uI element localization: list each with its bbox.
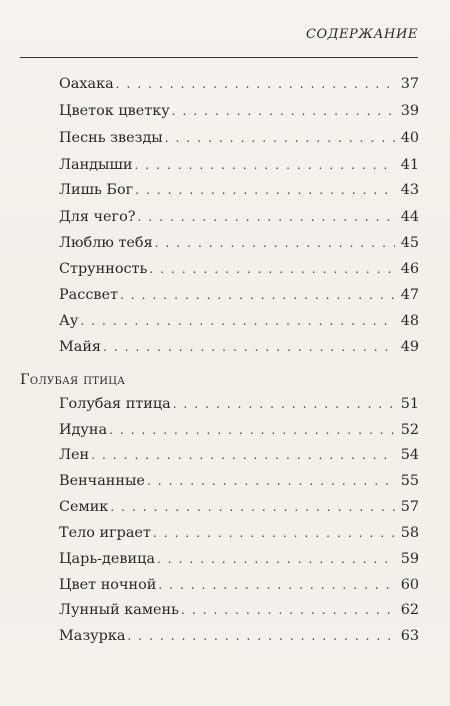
toc-entry[interactable] [59,76,419,92]
toc-entry-page: 60 [400,577,419,593]
toc-entry-page: 48 [400,313,419,329]
dot-leader [103,339,395,355]
toc-entry[interactable] [59,209,419,225]
toc-entry-page: 51 [400,396,419,412]
dot-leader [147,473,395,489]
toc-entry-page: 63 [400,628,419,644]
toc-entry-title: Цветок цветку [59,103,170,119]
dot-leader [109,422,395,438]
toc-entry[interactable] [59,577,419,593]
toc-entry-page: 49 [400,339,419,355]
toc-entry-page: 37 [400,76,419,92]
toc-entry[interactable] [59,551,419,567]
toc-entry-title: Ландыши [59,157,133,173]
toc-entry[interactable] [59,182,419,198]
toc-entry[interactable] [59,261,419,277]
toc-entry[interactable] [59,525,419,541]
dot-leader [165,130,395,146]
toc-entry-page: 55 [400,473,419,489]
dot-leader [153,525,395,541]
toc-entry-title: Семик [59,499,109,515]
running-head: СОДЕРЖАНИЕ [305,27,418,42]
toc-entry[interactable] [59,447,419,463]
toc-entry-page: 62 [400,602,419,618]
toc-entry-title: Песнь звезды [59,130,163,146]
toc-entry-title: Голубая птица [59,396,171,412]
toc-entry-page: 52 [400,422,419,438]
toc-entry[interactable] [59,602,419,618]
toc-entry-title: Майя [59,339,101,355]
toc-entry-page: 47 [400,287,419,303]
toc-entry[interactable] [59,473,419,489]
toc-entry[interactable] [59,499,419,515]
dot-leader [155,235,395,251]
toc-entry-page: 39 [400,103,419,119]
toc-entry-title: Цвет ночной [59,577,157,593]
toc-entry-page: 59 [400,551,419,567]
toc-entry-title: Идуна [59,422,108,438]
dot-leader [157,551,395,567]
toc-entry[interactable] [59,103,419,119]
toc-entry[interactable] [59,157,419,173]
toc-entry[interactable] [59,313,419,329]
toc-entry-page: 45 [400,235,419,251]
toc-entry-page: 40 [400,130,419,146]
toc-entry[interactable] [59,235,419,251]
toc-entry-title: Ау [59,313,79,329]
dot-leader [134,157,395,173]
toc-entry-title: Тело играет [59,525,151,541]
dot-leader [172,103,395,119]
dot-leader [91,447,395,463]
dot-leader [158,577,395,593]
dot-leader [80,313,395,329]
dot-leader [149,261,395,277]
toc-entry-title: Для чего? [59,209,136,225]
toc-entry[interactable] [59,130,419,146]
toc-entry-page: 44 [400,209,419,225]
dot-leader [173,396,395,412]
toc-entry[interactable] [59,396,419,412]
toc-entry-page: 46 [400,261,419,277]
toc-entry-title: Струнность [59,261,148,277]
toc-entry-title: Люблю тебя [59,235,153,251]
toc-entry-title: Лунный камень [59,602,179,618]
toc-entry-page: 57 [400,499,419,515]
toc-entry-title: Рассвет [59,287,118,303]
toc-entry-title: Лен [59,447,90,463]
toc-entry-page: 43 [400,182,419,198]
dot-leader [127,628,395,644]
toc-entry-title: Царь-девица [59,551,155,567]
toc-entry-title: Венчанные [59,473,145,489]
toc-entry-title: Лишь Бог [59,182,134,198]
toc-entry-title: Мазурка [59,628,126,644]
toc-entry[interactable] [59,287,419,303]
dot-leader [181,602,395,618]
dot-leader [120,287,395,303]
toc-entry-page: 41 [400,157,419,173]
dot-leader [135,182,395,198]
dot-leader [116,76,395,92]
toc-entry[interactable] [59,339,419,355]
toc-entry-page: 54 [400,447,419,463]
toc-entry-title: Оахака [59,76,114,92]
dot-leader [110,499,395,515]
toc-entry-page: 58 [400,525,419,541]
toc-entry[interactable] [59,628,419,644]
dot-leader [137,209,395,225]
section-heading[interactable]: Голубая птица [20,372,126,388]
toc-entry[interactable] [59,422,419,438]
